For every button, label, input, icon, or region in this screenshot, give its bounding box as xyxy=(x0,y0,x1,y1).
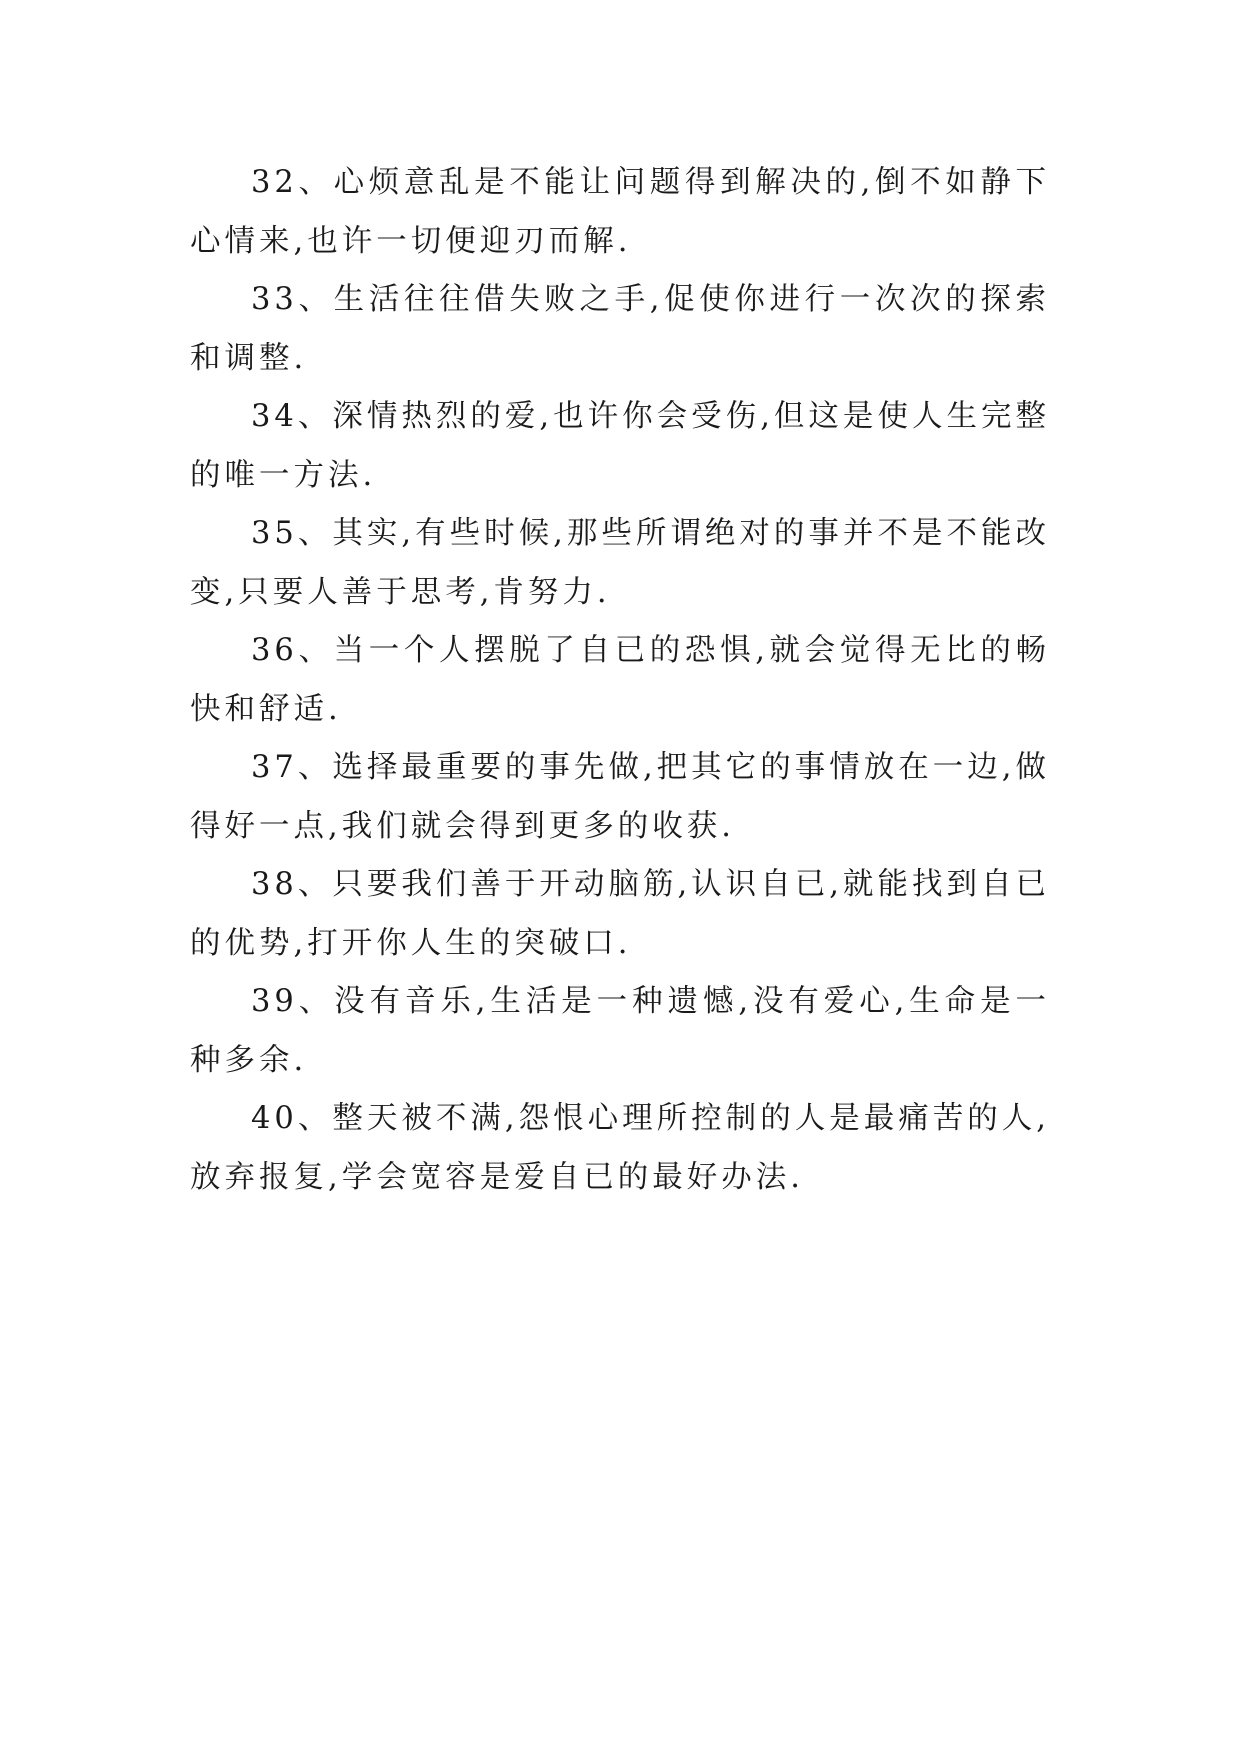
paragraph-40: 40、整天被不满,怨恨心理所控制的人是最痛苦的人,放弃报复,学会宽容是爱自已的最好办法. xyxy=(190,1101,1050,1195)
paragraph-38: 38、只要我们善于开动脑筋,认识自已,就能找到自已的优势,打开你人生的突破口. xyxy=(190,867,1050,961)
paragraph-37: 37、选择最重要的事先做,把其它的事情放在一边,做得好一点,我们就会得到更多的收获. xyxy=(190,750,1050,844)
paragraph-32: 32、心烦意乱是不能让问题得到解决的,倒不如静下心情来,也许一切便迎刃而解. xyxy=(190,165,1050,259)
paragraph-34: 34、深情热烈的爱,也许你会受伤,但这是使人生完整的唯一方法. xyxy=(190,399,1050,493)
paragraph-39: 39、没有音乐,生活是一种遗憾,没有爱心,生命是一种多余. xyxy=(190,984,1050,1078)
document-body xyxy=(190,154,1050,1207)
paragraph-35: 35、其实,有些时候,那些所谓绝对的事并不是不能改变,只要人善于思考,肯努力. xyxy=(190,516,1050,610)
paragraph-36: 36、当一个人摆脱了自已的恐惧,就会觉得无比的畅快和舒适. xyxy=(190,633,1050,727)
paragraph-33: 33、生活往往借失败之手,促使你进行一次次的探索和调整. xyxy=(190,282,1050,376)
